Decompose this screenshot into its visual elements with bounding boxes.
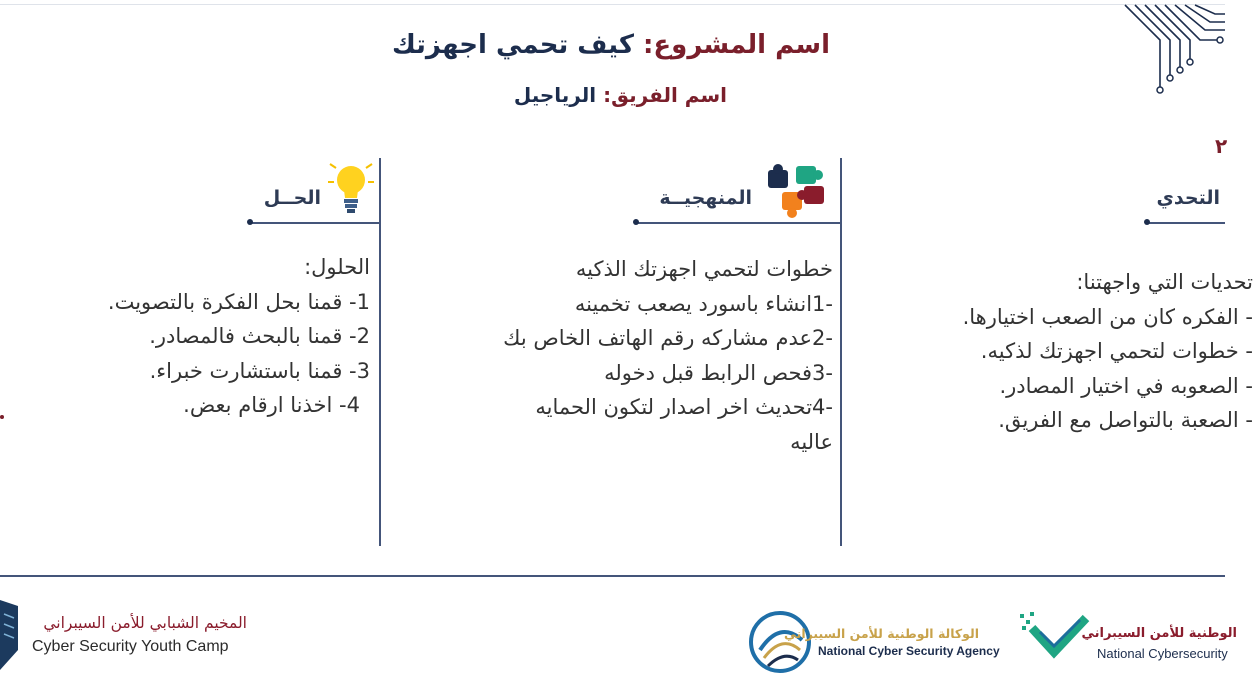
challenge-line: - الصعوبه في اختيار المصادر.: [999, 373, 1253, 398]
circuit-icon: [1120, 0, 1225, 95]
challenge-line: - الفكره كان من الصعب اختيارها.: [962, 304, 1253, 329]
challenge-line: تحديات التي واجهتنا:: [1076, 270, 1253, 294]
challenge-line: - الصعبة بالتواصل مع الفريق.: [998, 408, 1253, 432]
methodology-list: [503, 252, 833, 459]
column-divider: [840, 158, 842, 546]
solution-line: 3- قمنا باستشارت خبراء.: [149, 358, 370, 383]
footer-divider: [0, 575, 1225, 577]
solution-line: الحلول:: [304, 255, 370, 279]
methodology-line: عاليه: [790, 429, 833, 454]
challenge-underline: [1147, 222, 1225, 224]
solution-line: 2- قمنا بالبحث فالمصادر.: [149, 324, 370, 348]
agency-logo-icon: [748, 610, 812, 674]
challenge-list: [963, 265, 1253, 438]
nca-name-en: National Cybersecurity: [1097, 646, 1228, 661]
methodology-title: المنهجيــة: [659, 187, 752, 209]
methodology-underline-dot: [633, 219, 639, 225]
project-title: [392, 30, 830, 60]
team-name: الرياجيل: [513, 83, 597, 107]
solution-line: 4- اخذنا ارقام بعض.: [183, 393, 360, 417]
solution-underline: [250, 222, 380, 224]
methodology-line: -4تحديث اخر اصدار لتكون الحمايه: [535, 395, 833, 419]
lightbulb-icon: [330, 158, 372, 218]
challenge-clip: [890, 265, 1253, 445]
solution-title: الحــل: [263, 187, 321, 209]
project-name: كيف تحمي اجهزتك: [391, 30, 634, 60]
nca-name-ar: الوطنية للأمن السيبراني: [1081, 626, 1237, 641]
camp-shield-icon: [0, 600, 22, 672]
top-divider: [0, 4, 1225, 5]
challenge-title: التحدي: [1156, 187, 1220, 209]
challenge-underline-dot: [1144, 219, 1150, 225]
solution-line: 1- قمنا بحل الفكرة بالتصويت.: [107, 289, 370, 314]
agency-name-en: National Cyber Security Agency: [818, 644, 1000, 658]
puzzle-icon: [766, 162, 830, 218]
team-label: اسم الفريق:: [603, 83, 727, 107]
methodology-line: -2عدم مشاركه رقم الهاتف الخاص بك: [503, 326, 833, 350]
solution-list: [108, 250, 370, 423]
nca-text-clip: [1081, 624, 1237, 668]
camp-name-ar: المخيم الشبابي للأمن السيبراني: [43, 614, 247, 632]
solution-underline-dot: [247, 219, 253, 225]
project-label: اسم المشروع:: [643, 30, 830, 60]
methodology-underline: [636, 222, 841, 224]
challenge-line: - خطوات لتحمي اجهزتك لذكيه.: [980, 339, 1253, 363]
methodology-line: خطوات لتحمي اجهزتك الذكيه: [575, 257, 833, 281]
methodology-line: -3فحص الرابط قبل دخوله: [604, 360, 833, 385]
camp-name-en: Cyber Security Youth Camp: [32, 638, 229, 655]
edge-dot: [0, 415, 4, 419]
column-divider: [379, 158, 381, 546]
edge-mark: ٢: [1215, 134, 1228, 158]
team-title: [514, 83, 727, 107]
agency-name-ar: الوكالة الوطنية للأمن السيبراني: [784, 626, 979, 641]
methodology-line: -1انشاء باسورد يصعب تخمينه: [574, 291, 833, 316]
